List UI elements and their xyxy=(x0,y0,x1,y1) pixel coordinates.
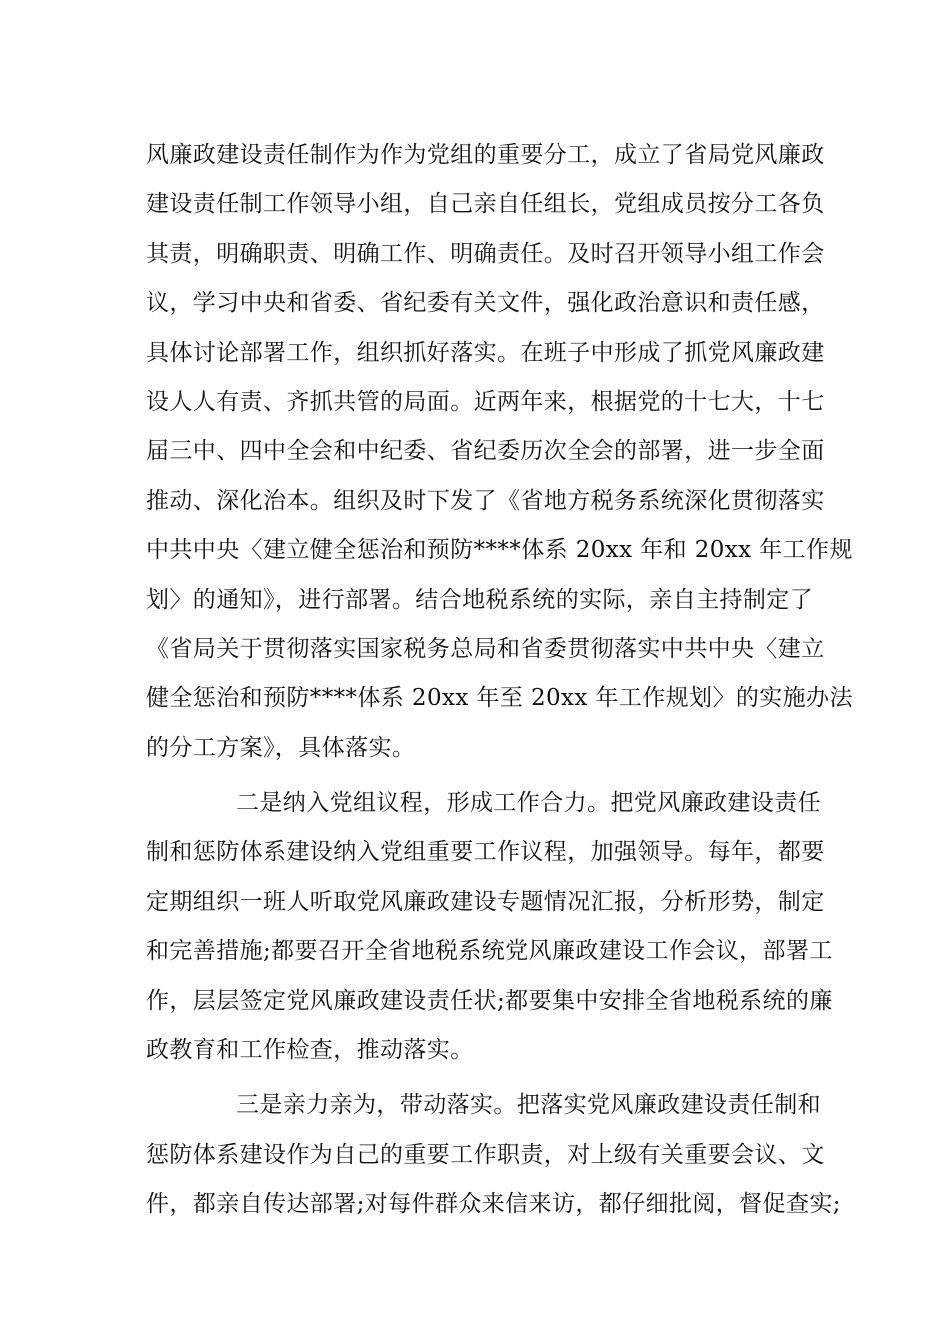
text-line: 设人人有责、齐抓共管的局面。近两年来，根据党的十七大，十七 xyxy=(146,388,825,415)
text-line: 的分工方案》，具体落实。 xyxy=(146,734,416,761)
text-line: 届三中、四中全会和中纪委、省纪委历次全会的部署，进一步全面 xyxy=(146,438,825,465)
paragraph-1 xyxy=(146,131,853,773)
text-line: 议，学习中央和省委、省纪委有关文件，强化政治意识和责任感， xyxy=(146,290,825,317)
text-line: 推动、深化治本。组织及时下发了《省地方税务系统深化贯彻落实 xyxy=(146,487,825,514)
text-line: 定期组织一班人听取党风廉政建设专题情况汇报，分析形势，制定 xyxy=(146,888,825,915)
text-line: 政教育和工作检查，推动落实。 xyxy=(146,1037,474,1064)
document-body xyxy=(146,131,853,1230)
text-line: 其责，明确职责、明确工作、明确责任。及时召开领导小组工作会 xyxy=(146,240,825,267)
text-line: 中共中央〈建立健全惩治和预防****体系 20xx 年和 20xx 年工作规 xyxy=(146,537,853,564)
text-line: 具体讨论部署工作，组织抓好落实。在班子中形成了抓党风廉政建 xyxy=(146,339,825,366)
text-line: 《省局关于贯彻落实国家税务总局和省委贯彻落实中共中央〈建立 xyxy=(146,635,825,662)
text-line: 健全惩治和预防****体系 20xx 年至 20xx 年工作规划〉的实施办法 xyxy=(146,685,853,712)
text-line: 作，层层签定党风廉政建设责任状;都要集中安排全省地税系统的廉 xyxy=(146,987,833,1014)
paragraph-3 xyxy=(146,1081,841,1229)
text-line: 件，都亲自传达部署;对每件群众来信来访，都仔细批阅，督促查实; xyxy=(146,1191,841,1218)
text-line: 惩防体系建设作为自己的重要工作职责，对上级有关重要会议、文 xyxy=(146,1141,825,1168)
text-line: 制和惩防体系建设纳入党组重要工作议程，加强领导。每年，都要 xyxy=(146,839,825,866)
text-line-first-indented: 三是亲力亲为，带动落实。把落实党风廉政建设责任制和 xyxy=(236,1092,821,1119)
text-line: 划〉的通知》，进行部署。结合地税系统的实际，亲自主持制定了 xyxy=(146,586,814,613)
text-line: 建设责任制工作领导小组，自己亲自任组长，党组成员按分工各负 xyxy=(146,191,825,218)
text-line-first-indented: 二是纳入党组议程，形成工作合力。把党风廉政建设责任 xyxy=(236,790,821,817)
paragraph-2 xyxy=(146,779,833,1075)
text-line: 风廉政建设责任制作为作为党组的重要分工，成立了省局党风廉政 xyxy=(146,142,825,168)
text-line: 和完善措施;都要召开全省地税系统党风廉政建设工作会议，部署工 xyxy=(146,938,833,965)
